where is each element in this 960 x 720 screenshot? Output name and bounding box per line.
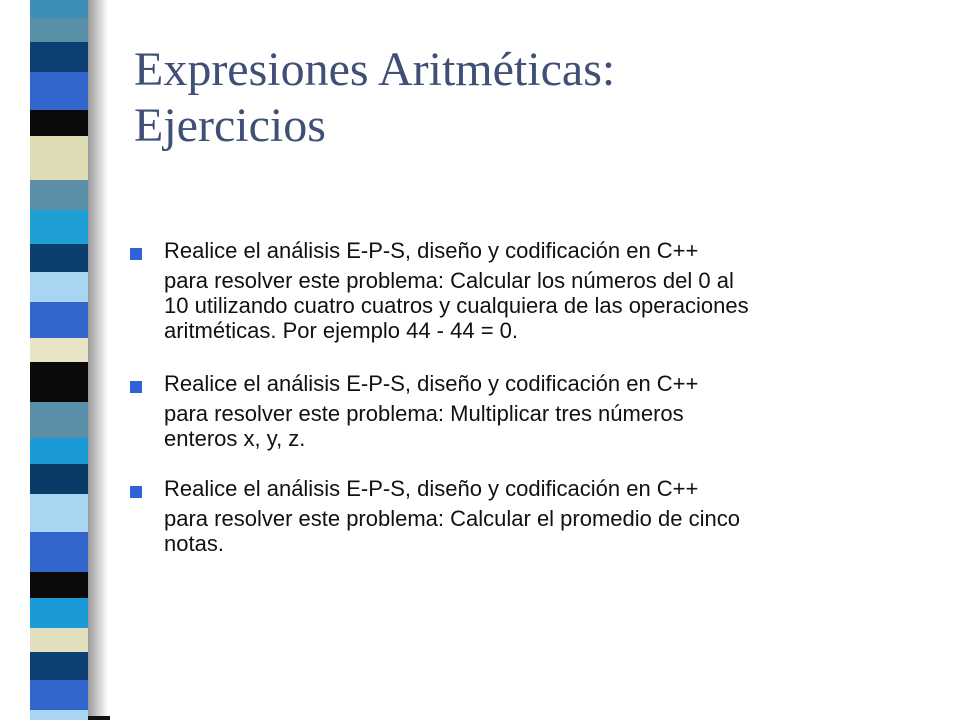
square-bullet-icon <box>130 381 142 393</box>
strip-block <box>30 494 88 532</box>
exercise-item <box>130 371 910 451</box>
strip-shadow <box>88 0 108 720</box>
strip-block <box>30 338 88 362</box>
exercise-lead: Realice el análisis E-P-S, diseño y codificación en C++ <box>164 238 699 263</box>
exercise-lead: Realice el análisis E-P-S, diseño y codificación en C++ <box>164 476 699 501</box>
strip-block <box>30 244 88 272</box>
decorative-color-strip <box>30 0 88 720</box>
strip-block <box>30 680 88 710</box>
strip-block <box>30 438 88 464</box>
square-bullet-icon <box>130 486 142 498</box>
strip-block <box>30 272 88 302</box>
strip-block <box>30 628 88 652</box>
strip-block <box>30 110 88 136</box>
strip-base <box>88 716 110 720</box>
strip-block <box>30 402 88 438</box>
exercise-text: para resolver este problema: Calcular los números del 0 al 10 utilizando cuatro cuatros y cualquiera de las operaciones aritméticas. Por ejemplo 44 - 44 = 0. <box>164 268 749 343</box>
strip-block <box>30 464 88 494</box>
strip-block <box>30 598 88 628</box>
strip-block <box>30 362 88 402</box>
slide-title: Expresiones Aritméticas: Ejercicios <box>134 43 616 152</box>
strip-block <box>30 302 88 338</box>
strip-block <box>30 42 88 72</box>
exercise-item <box>130 238 910 343</box>
strip-block <box>30 572 88 598</box>
strip-block <box>30 0 88 18</box>
strip-block <box>30 72 88 110</box>
exercise-lead: Realice el análisis E-P-S, diseño y codificación en C++ <box>164 371 699 396</box>
strip-block <box>30 136 88 180</box>
square-bullet-icon <box>130 248 142 260</box>
strip-block <box>30 710 88 720</box>
strip-block <box>30 652 88 680</box>
strip-block <box>30 18 88 42</box>
strip-block <box>30 532 88 572</box>
exercise-text: para resolver este problema: Multiplicar tres números enteros x, y, z. <box>164 401 684 451</box>
strip-block <box>30 180 88 210</box>
strip-block <box>30 210 88 244</box>
exercise-text: para resolver este problema: Calcular el promedio de cinco notas. <box>164 506 740 556</box>
exercise-item <box>130 476 910 556</box>
